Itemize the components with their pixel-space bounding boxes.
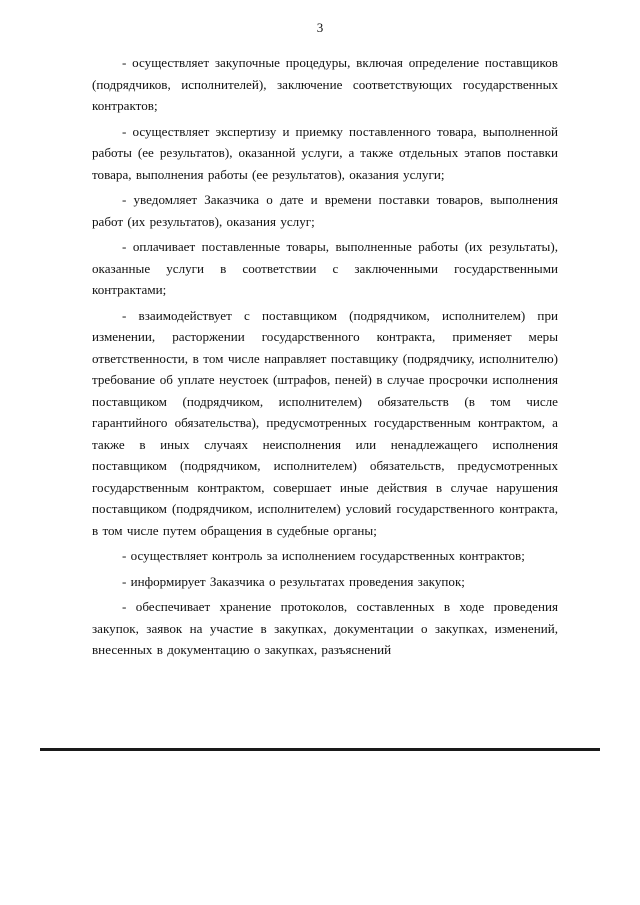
document-body xyxy=(92,52,558,665)
paragraph-expertise-acceptance: - осуществляет экспертизу и приемку поставленного товара, выполненной работы (ее результатов), оказанной услуги, а также отдельных этапов поставки товара, выполнения работы (ее результатов), оказания услуги; xyxy=(92,123,558,182)
paragraph-supplier-interaction: - взаимодействует с поставщиком (подрядчиком, исполнителем) при изменении, расторжении государственного контракта, применяет меры ответственности, в том числе направляет поставщику (подрядчику, исполнителю) требование об уплате неустоек (штрафов, пеней) в случае просрочки исполнения поставщиком (подрядчиком, исполнителем) обязательств (в том числе гарантийного обязательства), предусмотренных государственным контрактом, а также в иных случаях неисполнения или ненадлежащего исполнения поставщиком (подрядчиком, исполнителем) обязательств, предусмотренных государственным контрактом, совершает иные действия в случае нарушения поставщиком (подрядчиком, исполнителем) условий государственного контракта, в том числе путем обращения в судебные органы; xyxy=(92,307,558,538)
footer-divider xyxy=(40,748,600,751)
paragraph-procurement-procedures: - осуществляет закупочные процедуры, включая определение поставщиков (подрядчиков, исполнителей), заключение соответствующих государственных контрактов; xyxy=(92,55,558,113)
paragraph-notify-customer: - уведомляет Заказчика о дате и времени поставки товаров, выполнения работ (их результатов), оказания услуг; xyxy=(92,192,558,229)
paragraph-contract-control: - осуществляет контроль за исполнением государственных контрактов; xyxy=(122,548,525,563)
paragraph-document-storage: - обеспечивает хранение протоколов, составленных в ходе проведения закупок, заявок на участие в закупках, документации о закупках, изменений, внесенных в документацию о закупках, разъяснений xyxy=(92,599,558,657)
paragraph-payment: - оплачивает поставленные товары, выполненные работы (их результаты), оказанные услуги в соответствии с заключенными государственными контрактами; xyxy=(92,239,558,297)
page-number: 3 xyxy=(316,20,324,35)
paragraph-inform-customer: - информирует Заказчика о результатах проведения закупок; xyxy=(122,573,465,589)
